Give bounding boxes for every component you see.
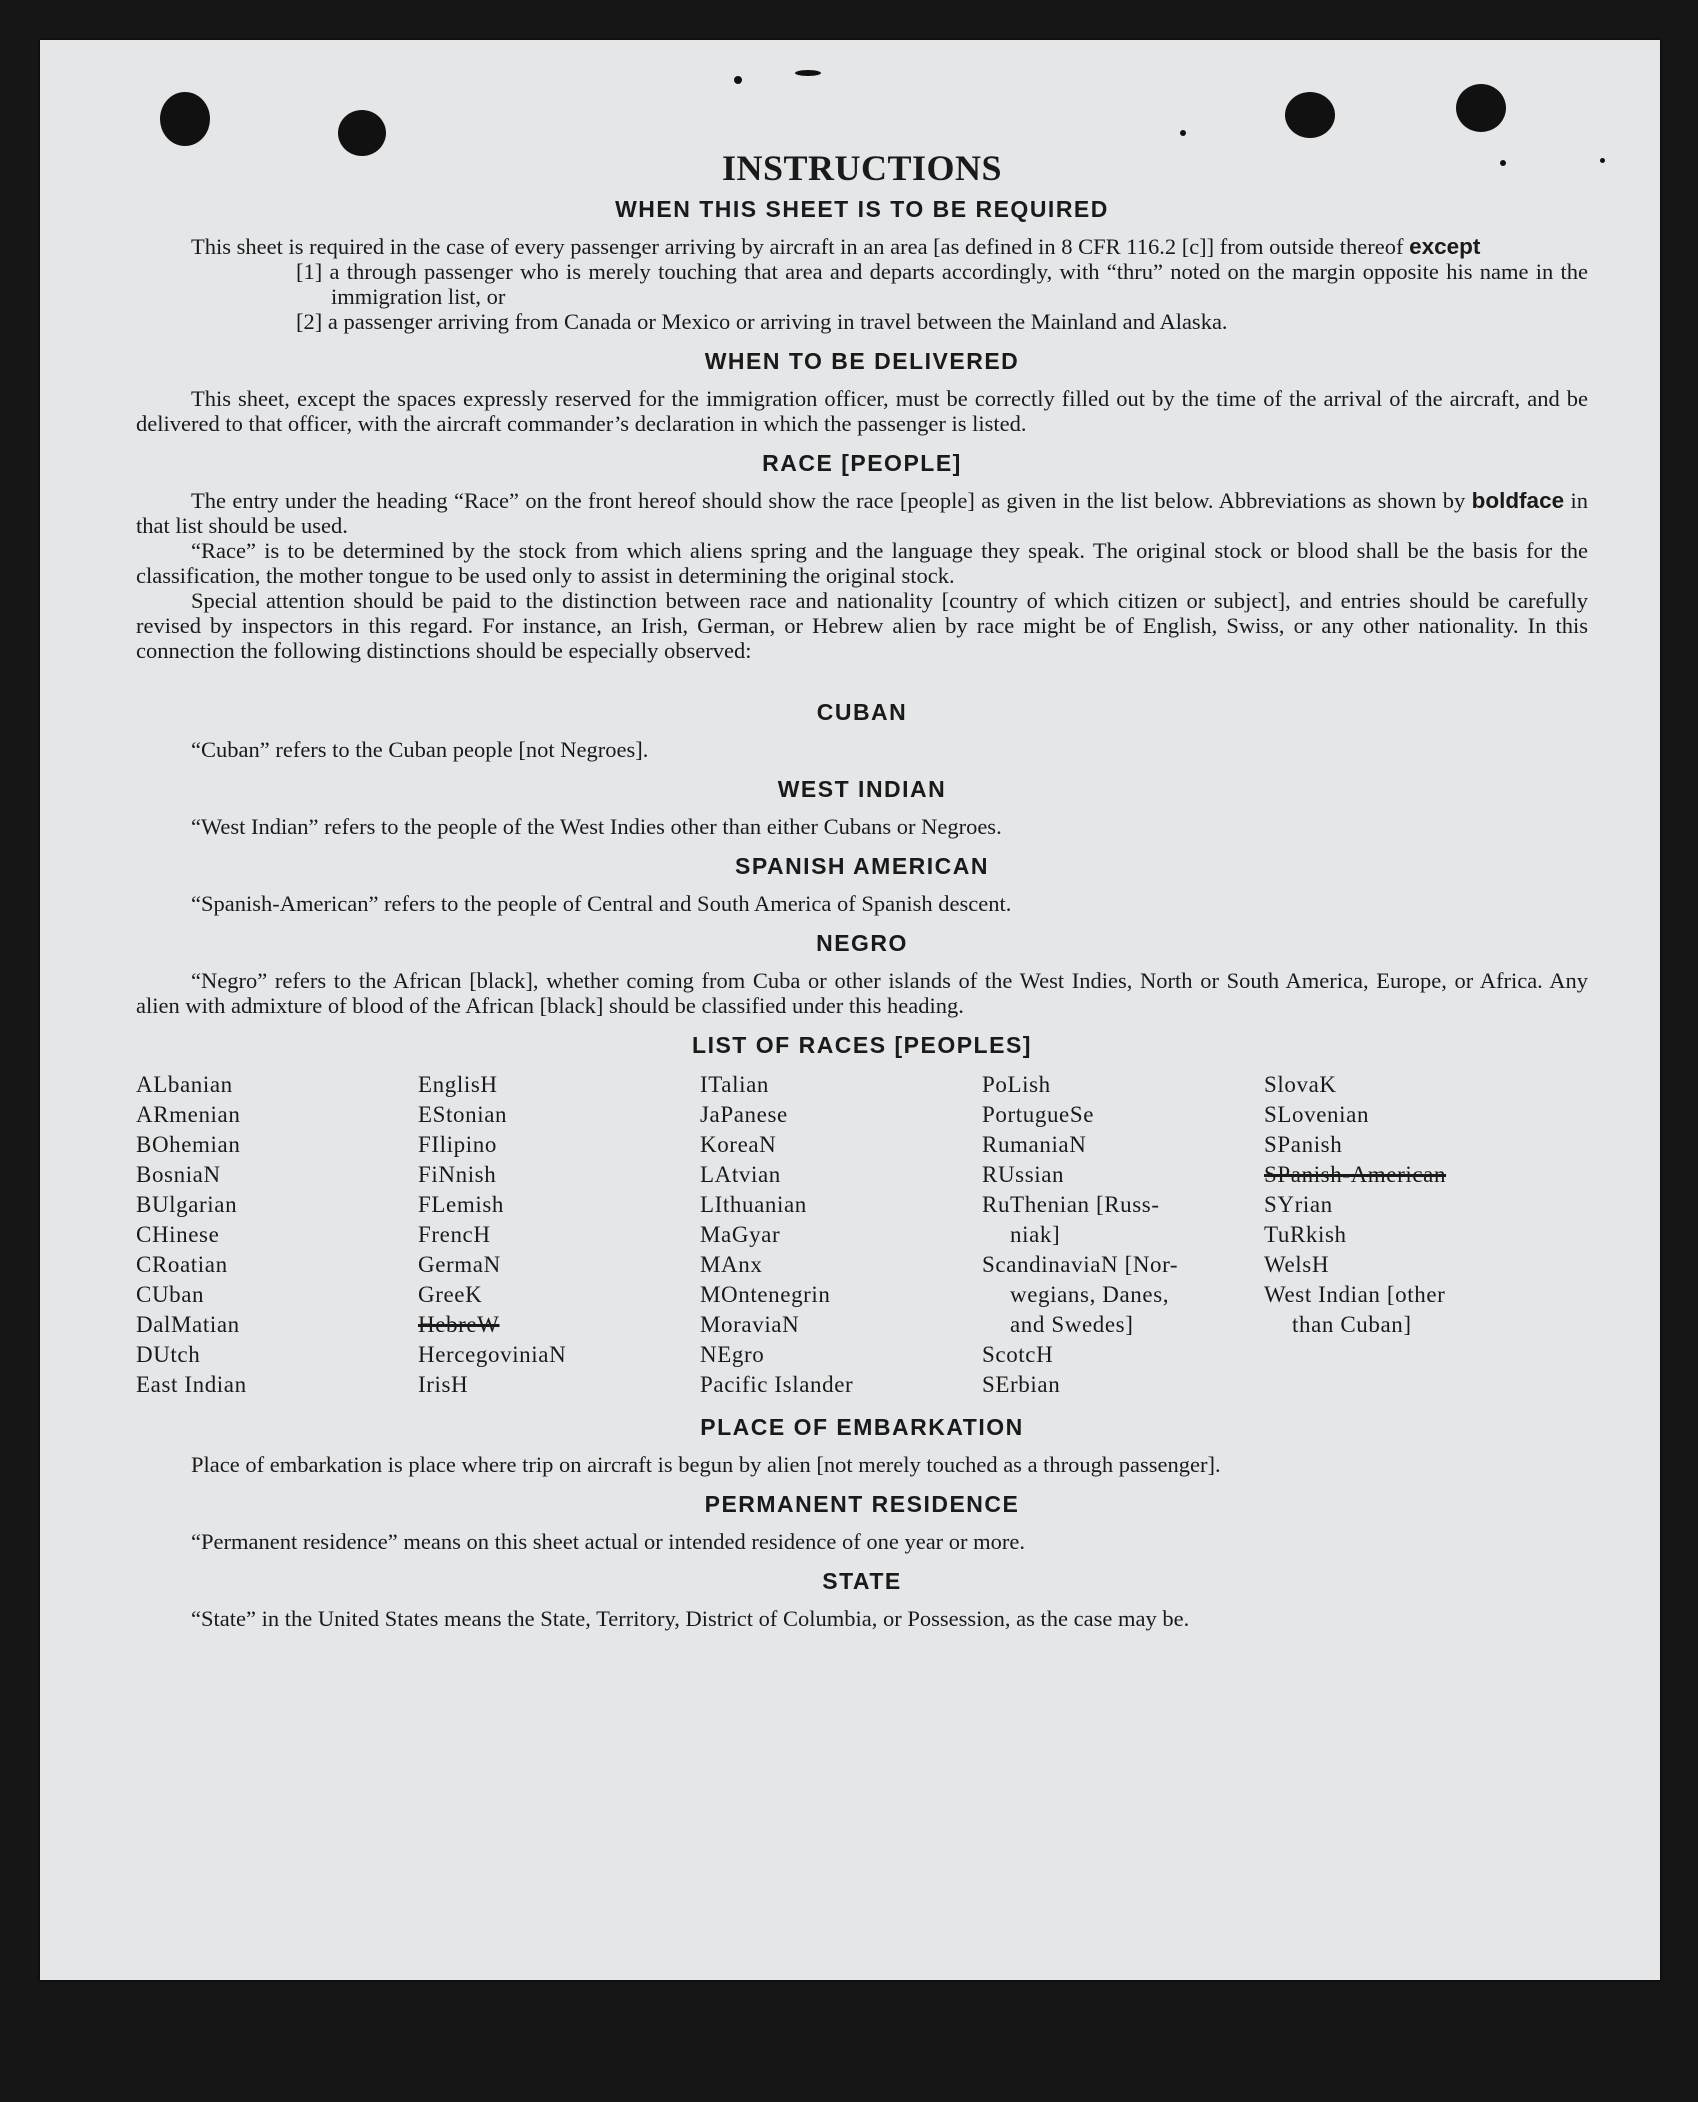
race-item: JaPanese [700,1102,788,1127]
races-column-2 [418,1070,700,1400]
race-item: IrisH [418,1372,469,1397]
instructions-content [136,148,1588,1631]
ink-speck [1600,158,1605,163]
race-item: BUlgarian [136,1192,238,1217]
heading-cuban: CUBAN [816,699,908,725]
delivered-text: This sheet, except the spaces expressly reserved for the immigration officer, must be correctly filled out by the time of the arrival of the aircraft, and be delivered to that officer, with the aircraft commander’s declaration in which the passenger is listed. [136,386,1588,436]
races-column-5 [1264,1070,1546,1400]
race-item: MOntenegrin [700,1282,831,1307]
race-item: FiNnish [418,1162,497,1187]
race-item: GermaN [418,1252,501,1277]
race-item: ARmenian [136,1102,241,1127]
ink-speck [734,76,742,84]
race-item: MoraviaN [700,1312,800,1337]
race-paragraph-2: “Race” is to be determined by the stock from which aliens spring and the language they speak. The original stock or blood shall be the basis for the classification, the mother tongue to be used only to assist in determining the original stock. [136,538,1588,588]
race-item: PoLish [982,1072,1051,1097]
race-item: BOhemian [136,1132,241,1157]
heading-negro: NEGRO [816,930,908,956]
punch-hole [1456,84,1506,132]
race-item: RUssian [982,1162,1065,1187]
cuban-text: “Cuban” refers to the Cuban people [not Negroes]. [191,737,649,762]
document-sheet [40,40,1660,1980]
races-column-1 [136,1070,418,1400]
race-item: KoreaN [700,1132,777,1157]
negro-text: “Negro” refers to the African [black], whether coming from Cuba or other islands of the West Indies, North or South America, Europe, or Africa. Any alien with admixture of blood of the African [black] should be classified under this heading. [136,968,1588,1018]
race-item: SYrian [1264,1192,1333,1217]
race-item: RumaniaN [982,1132,1087,1157]
race-item: DalMatian [136,1312,240,1337]
race-item: ITalian [700,1072,769,1097]
race-paragraph-1: The entry under the heading “Race” on the front hereof should show the race [people] as given in the list below. Abbreviations as shown by boldface in that list should be used. [136,488,1588,538]
race-item: GreeK [418,1282,483,1307]
race-item: MaGyar [700,1222,781,1247]
heading-state: STATE [822,1568,902,1594]
race-item: RuThenian [Russ- [982,1192,1160,1217]
west-indian-text: “West Indian” refers to the people of the West Indies other than either Cubans or Negroes. [191,814,1002,839]
state-text: “State” in the United States means the State, Territory, District of Columbia, or Possession, as the case may be. [191,1606,1190,1631]
race-item: CHinese [136,1222,220,1247]
race-item: FLemish [418,1192,504,1217]
race-item: LAtvian [700,1162,781,1187]
ink-speck [1180,130,1186,136]
race-item: West Indian [other [1264,1282,1446,1307]
race-item: NEgro [700,1342,765,1367]
required-item-1: [1] a through passenger who is merely touching that area and departs accordingly, with “thru” noted on the margin opposite his name in the immigration list, or [296,259,1588,309]
races-column-4 [982,1070,1264,1400]
race-item-continued: wegians, Danes, [1010,1282,1170,1307]
race-item-continued: niak] [1010,1222,1061,1247]
races-list [136,1070,1588,1400]
races-column-3 [700,1070,982,1400]
race-item: ScotcH [982,1342,1054,1367]
heading-west-indian: WEST INDIAN [777,776,947,802]
heading-permanent-residence: PERMANENT RESIDENCE [704,1491,1020,1517]
heading-place-of-embarkation: PLACE OF EMBARKATION [700,1414,1024,1440]
heading-when-delivered: WHEN TO BE DELIVERED [704,348,1020,374]
spanish-american-text: “Spanish-American” refers to the people of Central and South America of Spanish descent. [191,891,1012,916]
race-item: SErbian [982,1372,1061,1397]
race-item: HercegoviniaN [418,1342,567,1367]
heading-race: RACE [PEOPLE] [762,450,962,476]
race-item: CRoatian [136,1252,228,1277]
race-item: MAnx [700,1252,763,1277]
ink-speck [795,70,821,76]
page-title: INSTRUCTIONS [721,148,1003,188]
required-item-2: [2] a passenger arriving from Canada or Mexico or arriving in travel between the Mainland and Alaska. [296,309,1228,334]
required-intro: This sheet is required in the case of every passenger arriving by aircraft in an area [as defined in 8 CFR 116.2 [c]] from outside thereof except [191,234,1481,259]
race-item: ScandinaviaN [Nor- [982,1252,1179,1277]
race-item-struck: SPanish-American [1264,1162,1447,1187]
race-item: EStonian [418,1102,508,1127]
punch-hole [160,92,210,146]
race-item: SPanish [1264,1132,1343,1157]
race-item: WelsH [1264,1252,1330,1277]
race-item: PortugueSe [982,1102,1095,1127]
race-item: SlovaK [1264,1072,1337,1097]
race-item: ALbanian [136,1072,233,1097]
race-item-continued: and Swedes] [1010,1312,1134,1337]
race-item: CUban [136,1282,205,1307]
race-item-continued: than Cuban] [1292,1312,1412,1337]
race-item-struck: HebreW [418,1312,500,1337]
heading-when-required: WHEN THIS SHEET IS TO BE REQUIRED [615,196,1109,222]
heading-list-of-races: LIST OF RACES [PEOPLES] [692,1032,1032,1058]
race-item: BosniaN [136,1162,221,1187]
embarkation-text: Place of embarkation is place where trip on aircraft is begun by alien [not merely touched as a through passenger]. [191,1452,1221,1477]
race-item: EnglisH [418,1072,498,1097]
race-item: FIlipino [418,1132,497,1157]
race-item: LIthuanian [700,1192,807,1217]
race-item: DUtch [136,1342,201,1367]
race-item: Pacific Islander [700,1372,854,1397]
race-item: East Indian [136,1372,247,1397]
race-paragraph-3: Special attention should be paid to the distinction between race and nationality [country of which citizen or subject], and entries should be carefully revised by inspectors in this regard. For instance, an Irish, German, or Hebrew alien by race might be of English, Swiss, or any other nationality. In this connection the following distinctions should be especially observed: [136,588,1588,663]
heading-spanish-american: SPANISH AMERICAN [734,853,989,879]
residence-text: “Permanent residence” means on this sheet actual or intended residence of one year or more. [191,1529,1026,1554]
race-item: FrencH [418,1222,491,1247]
race-item: SLovenian [1264,1102,1370,1127]
race-item: TuRkish [1264,1222,1347,1247]
punch-hole [1285,92,1335,138]
